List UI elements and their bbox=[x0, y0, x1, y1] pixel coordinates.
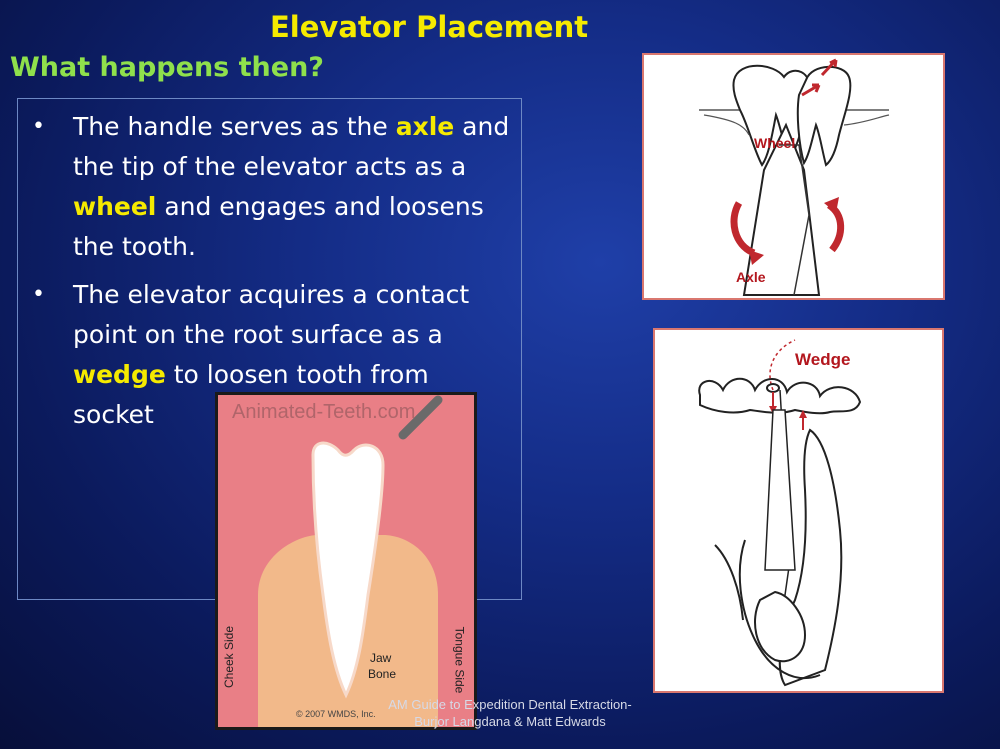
slide-footer bbox=[340, 696, 680, 730]
bullet-text: The elevator acquires a contact point on the root surface as a bbox=[73, 280, 470, 349]
footer-line: Burjor Langdana & Matt Edwards bbox=[414, 714, 606, 729]
bullet-highlight: axle bbox=[395, 112, 455, 141]
bullet-text: to loosen tooth from socket bbox=[73, 360, 429, 429]
axle-label: Axle bbox=[736, 269, 766, 285]
tooth-cross-section-illustration bbox=[218, 395, 474, 727]
animated-teeth-figure bbox=[215, 392, 477, 730]
bullet-dot-icon: • bbox=[32, 114, 45, 139]
slide-title: Elevator Placement bbox=[270, 10, 589, 44]
bullet-text: and the tip of the elevator acts as a bbox=[73, 112, 510, 181]
wedge-figure bbox=[653, 328, 944, 693]
wheel-label: Wheel bbox=[754, 135, 796, 151]
wheel-axle-figure bbox=[642, 53, 945, 300]
tongue-side-label: Tongue Side bbox=[452, 626, 467, 694]
jaw-label: Jaw bbox=[370, 651, 392, 665]
bullet-text: and engages and loosens the tooth. bbox=[73, 192, 484, 261]
copyright-text: © 2007 WMDS, Inc. bbox=[296, 709, 376, 719]
bullet-highlight: wheel bbox=[73, 192, 157, 221]
cheek-side-label: Cheek Side bbox=[222, 625, 237, 689]
wheel-axle-illustration bbox=[644, 55, 943, 298]
bullet-text: The handle serves as the bbox=[73, 112, 396, 141]
bullet-highlight: wedge bbox=[73, 360, 166, 389]
bone-label: Bone bbox=[368, 667, 397, 681]
watermark-text: Animated-Teeth.com bbox=[232, 401, 416, 423]
bullet-dot-icon: • bbox=[32, 282, 45, 307]
slide-subtitle: What happens then? bbox=[10, 52, 324, 83]
wedge-label: Wedge bbox=[795, 350, 851, 369]
footer-line: AM Guide to Expedition Dental Extraction- bbox=[388, 697, 632, 712]
bullet-item bbox=[18, 107, 521, 267]
wedge-illustration bbox=[655, 330, 942, 691]
